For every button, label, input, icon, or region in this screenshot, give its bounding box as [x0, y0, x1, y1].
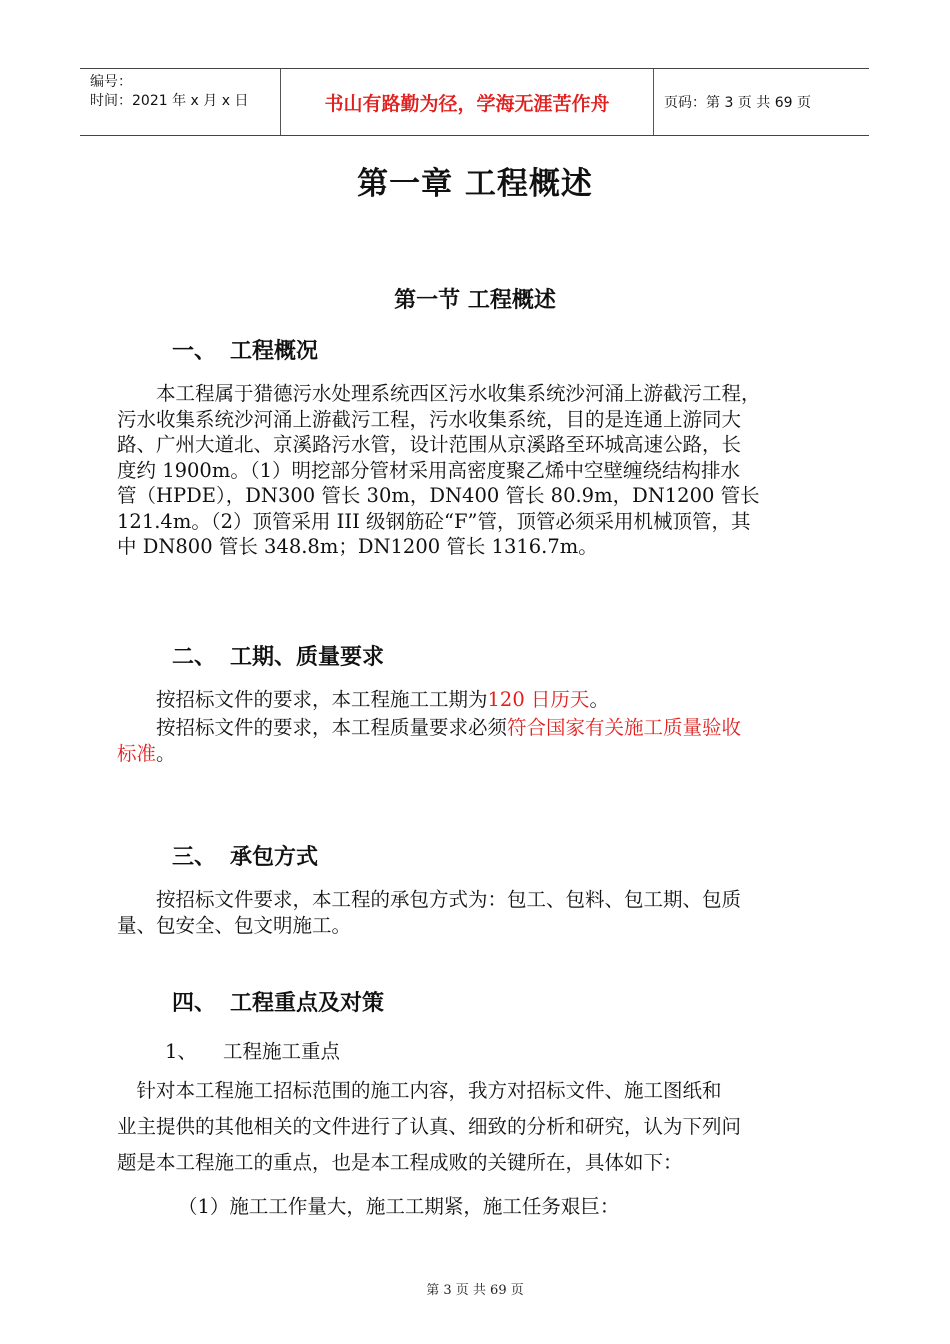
paragraph-line: 121.4m。（2）顶管采用 III 级钢筋砼“F”管，顶管必须采用机械顶管，其 — [117, 509, 751, 533]
paragraph-line: 按招标文件要求，本工程的承包方式为：包工、包料、包工期、包质 — [117, 888, 742, 911]
header-motto: 书山有路勤为径，学海无涯苦作舟 — [281, 69, 654, 135]
header-meta — [80, 69, 281, 135]
header-page-info: 页码：第 3 页 共 69 页 — [664, 95, 811, 111]
paragraph-line: 度约 1900m。（1）明挖部分管材采用高密度聚乙烯中空壁缠绕结构排水 — [117, 458, 740, 482]
contract-paragraph — [117, 887, 833, 938]
quality-paragraph — [117, 715, 833, 766]
overview-paragraph — [117, 381, 833, 560]
page-header — [80, 68, 869, 136]
chapter-title: 第一章 工程概述 — [357, 166, 593, 202]
quality-text: 按招标文件的要求，本工程质量要求必须 — [117, 716, 508, 739]
document-time-label: 时间：2021 年 x 月 x 日 — [90, 93, 249, 109]
schedule-text: 按招标文件的要求，本工程施工工期为 — [117, 688, 488, 711]
section-title: 第一节 工程概述 — [394, 288, 556, 313]
heading-text: 工期、质量要求 — [230, 645, 385, 670]
paragraph-line: 业主提供的其他相关的文件进行了认真、细致的分析和研究，认为下列问 — [117, 1115, 742, 1138]
heading-contract-mode — [172, 840, 318, 871]
paragraph-line: 管（HPDE），DN300 管长 30m，DN400 管长 80.9m，DN1200 管长 — [117, 484, 760, 507]
heading-text: 承包方式 — [230, 845, 319, 870]
quality-standard: 符合国家有关施工质量验收 — [507, 716, 742, 739]
paragraph-line: 中 DN800 管长 348.8m；DN1200 管长 1316.7m。 — [117, 535, 598, 558]
paragraph-line: 污水收集系统沙河涌上游截污工程，污水收集系统，目的是连通上游同大 — [117, 407, 742, 431]
paragraph-line: 路、广州大道北、京溪路污水管，设计范围从京溪路至环城高速公路，长 — [117, 433, 742, 456]
paragraph-line: 本工程属于猎德污水处理系统西区污水收集系统沙河涌上游截污工程， — [117, 382, 761, 405]
paragraph-line: 量、包安全、包文明施工。 — [117, 913, 352, 937]
paragraph-line: 题是本工程施工的重点，也是本工程成败的关键所在，具体如下： — [117, 1151, 683, 1174]
subheading-text: 工程施工重点 — [223, 1040, 341, 1063]
heading-number: 一、 — [172, 339, 217, 364]
key-points-paragraph — [117, 1073, 833, 1181]
quality-standard-cont: 标准 — [117, 741, 157, 765]
heading-overview — [172, 334, 318, 365]
heading-key-points — [172, 986, 384, 1017]
subheading-key-points — [165, 1036, 340, 1064]
subheading-number: 1、 — [165, 1040, 197, 1063]
schedule-end: 。 — [589, 688, 609, 711]
heading-number: 二、 — [172, 645, 217, 670]
heading-number: 四、 — [172, 991, 217, 1016]
schedule-duration: 120 日历天 — [487, 688, 590, 711]
document-number-label: 编号： — [90, 74, 132, 90]
key-point-item-1: （1）施工工作量大，施工工期紧，施工任务艰巨： — [178, 1195, 620, 1218]
paragraph-line: 针对本工程施工招标范围的施工内容，我方对招标文件、施工图纸和 — [117, 1079, 722, 1102]
heading-schedule-quality — [172, 640, 384, 671]
schedule-paragraph — [117, 687, 833, 713]
page-footer: 第 3 页 共 69 页 — [426, 1283, 524, 1298]
quality-end: 。 — [156, 741, 176, 765]
heading-number: 三、 — [172, 845, 217, 870]
heading-text: 工程重点及对策 — [230, 991, 385, 1016]
heading-text: 工程概况 — [230, 339, 319, 364]
